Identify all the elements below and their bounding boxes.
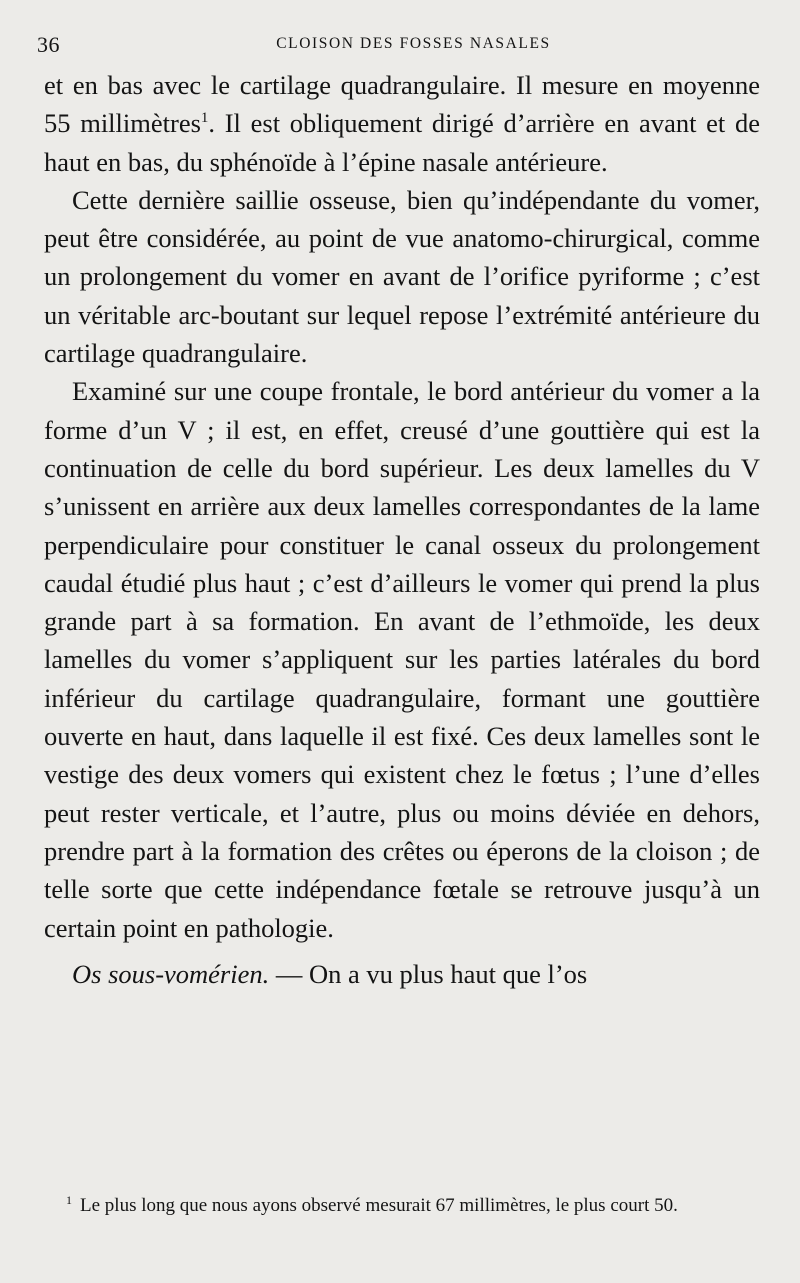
footnote-text: Le plus long que nous ayons observé mesurait 67 millimètres, le plus court 50. (80, 1195, 678, 1216)
footnote-reference[interactable]: 1 (200, 110, 209, 127)
footnote (44, 1194, 760, 1217)
page-header (37, 32, 762, 60)
paragraph-1-text-a: et en bas avec le cartilage quadrangulaire. Il mesure en moyenne 55 millimètres (44, 70, 760, 139)
body-text (44, 66, 760, 993)
paragraph-3: Examiné sur une coupe frontale, le bord antérieur du vomer a la forme d’un V ; il est, en effet, creusé d’une gouttière qui est la continuation de celle du bord supérieur. Les deux lamelles du V s’unissent en arrière aux deux lamelles correspondantes de la lame perpendiculaire pour constituer le canal osseux du prolongement caudal étudié plus haut ; c’est d’ailleurs le vomer qui prend la plus grande part à sa formation. En avant de l’ethmoïde, les deux lamelles du vomer s’appliquent sur les parties latérales du bord inférieur du cartilage quadrangulaire, formant une gouttière ouverte en haut, dans laquelle il est fixé. Ces deux lamelles sont le vestige des deux vomers qui existent chez le fœtus ; l’une d’elles peut rester verticale, et l’autre, plus ou moins déviée en dehors, prendre part à la formation des crêtes ou éperons de la cloison ; de telle sorte que cette indépendance fœtale se retrouve jusqu’à un certain point en pathologie. (44, 376, 760, 943)
paragraph-4 (44, 955, 760, 993)
footnote-mark: 1 (66, 1193, 72, 1207)
section-title: Os sous-vomérien. (72, 958, 270, 989)
paragraph-4-text: — On a vu plus haut que l’os (269, 958, 588, 989)
page-number: 36 (37, 32, 60, 57)
paragraph-2: Cette dernière saillie osseuse, bien qu’indépendante du vomer, peut être considérée, au point de vue anatomo-chirurgical, comme un prolongement du vomer en avant de l’orifice pyriforme ; c’est un véritable arc-boutant sur lequel repose l’extrémité antérieure du cartilage quadrangulaire. (44, 184, 760, 369)
running-head: CLOISON DES FOSSES NASALES (276, 35, 551, 52)
paragraph-1-text-b: . Il est obliquement dirigé d’arrière en avant et de haut en bas, du sphénoïde à l’épine nasale antérieure. (44, 108, 760, 177)
paragraph-1 (44, 66, 760, 181)
